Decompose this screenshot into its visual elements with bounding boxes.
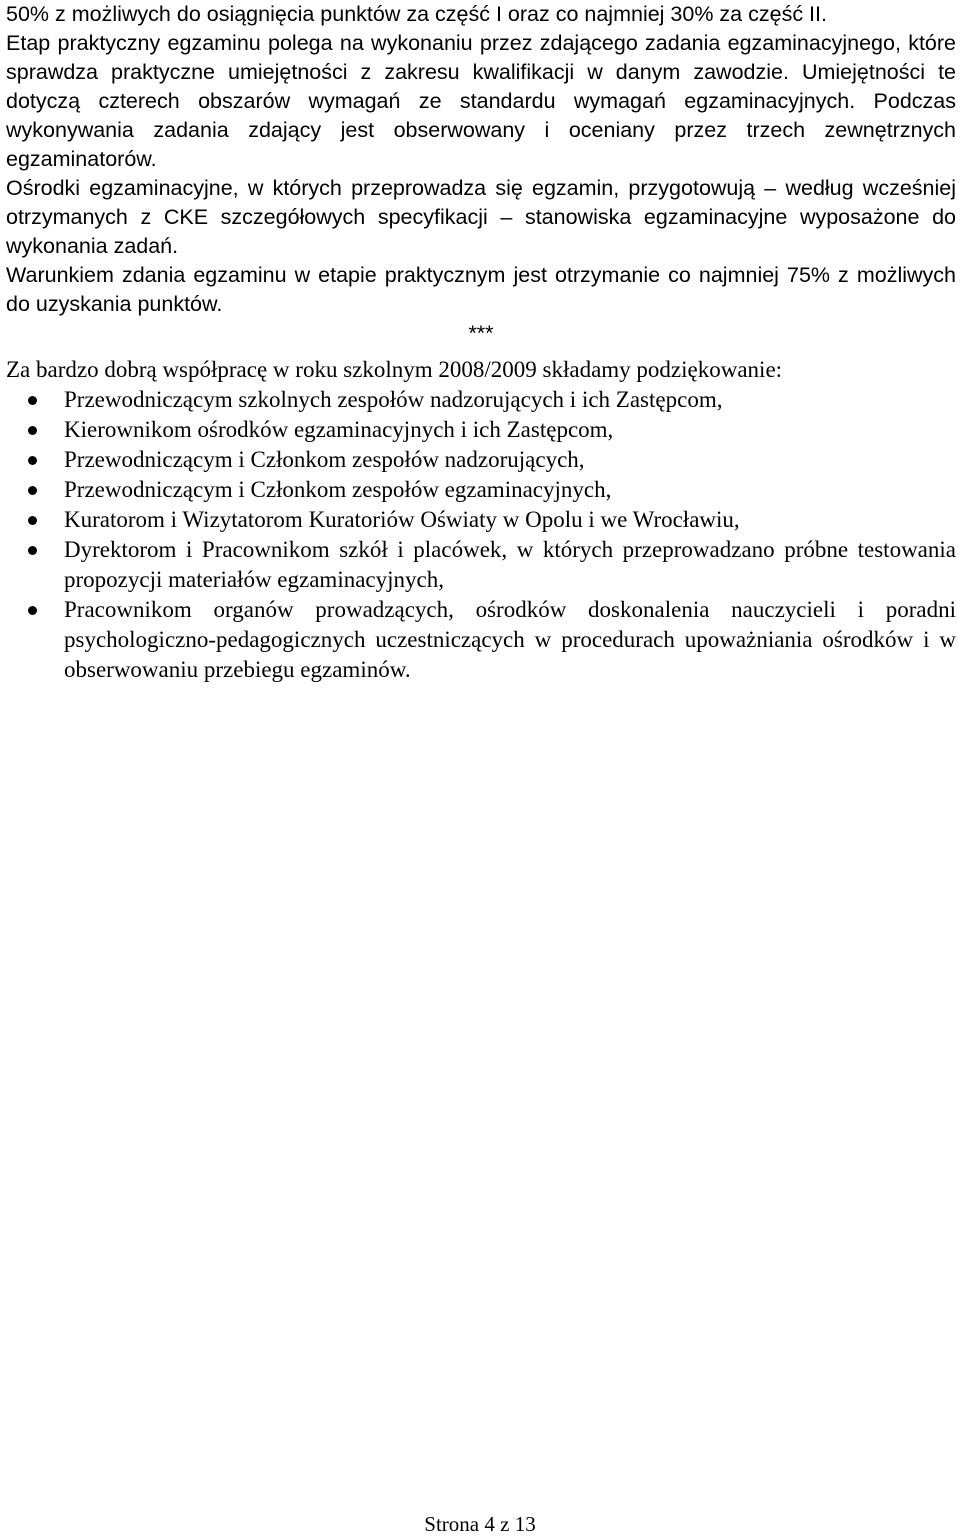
acknowledgements-list xyxy=(6,385,956,685)
list-item: Kierownikom ośrodków egzaminacyjnych i ich Zastępcom, xyxy=(6,415,956,445)
bullet-icon xyxy=(28,486,37,495)
list-item: Pracownikom organów prowadzących, ośrodków doskonalenia nauczycieli i poradni psychologiczno-pedagogicznych uczestniczących w procedurach upoważniania ośrodków i w obserwowaniu przebiegu egzaminów. xyxy=(6,595,956,685)
list-item: Przewodniczącym i Członkom zespołów egzaminacyjnych, xyxy=(6,475,956,505)
exam-description xyxy=(6,0,956,348)
bullet-icon xyxy=(28,516,37,525)
acknowledgements-section xyxy=(6,355,956,685)
bullet-icon xyxy=(28,426,37,435)
section-separator: *** xyxy=(468,321,494,345)
bullet-icon xyxy=(28,546,37,555)
paragraph-exam-centers: Ośrodki egzaminacyjne, w których przeprowadza się egzamin, przygotowują – według wcześniej otrzymanych z CKE szczegółowych specyfikacji – stanowiska egzaminacyjne wyposażone do wykonania zadań. xyxy=(6,176,956,258)
list-item: Dyrektorom i Pracownikom szkół i placówek, w których przeprowadzano próbne testowania propozycji materiałów egzaminacyjnych, xyxy=(6,535,956,595)
bullet-icon xyxy=(28,396,37,405)
paragraph-part-scores: 50% z możliwych do osiągnięcia punktów za część I oraz co najmniej 30% za część II. xyxy=(6,2,827,26)
acknowledgements-intro: Za bardzo dobrą współpracę w roku szkolnym 2008/2009 składamy podziękowanie: xyxy=(6,357,783,382)
page-number: Strona 4 z 13 xyxy=(424,1512,536,1536)
paragraph-practical-stage: Etap praktyczny egzaminu polega na wykonaniu przez zdającego zadania egzaminacyjnego, które sprawdza praktyczne umiejętności z zakresu kwalifikacji w danym zawodzie. Umiejętności te dotyczą czterech obszarów wymagań ze standardu wymagań egzaminacyjnych. Podczas wykonywania zadania zdający jest obserwowany i oceniany przez trzech zewnętrznych egzaminatorów. xyxy=(6,31,956,171)
page-content xyxy=(6,0,956,685)
paragraph-pass-condition: Warunkiem zdania egzaminu w etapie praktycznym jest otrzymanie co najmniej 75% z możliwych do uzyskania punktów. xyxy=(6,263,956,316)
bullet-icon xyxy=(28,606,37,615)
bullet-icon xyxy=(28,456,37,465)
list-item: Przewodniczącym szkolnych zespołów nadzorujących i ich Zastępcom, xyxy=(6,385,956,415)
list-item: Kuratorom i Wizytatorom Kuratoriów Oświaty w Opolu i we Wrocławiu, xyxy=(6,505,956,535)
list-item: Przewodniczącym i Członkom zespołów nadzorujących, xyxy=(6,445,956,475)
